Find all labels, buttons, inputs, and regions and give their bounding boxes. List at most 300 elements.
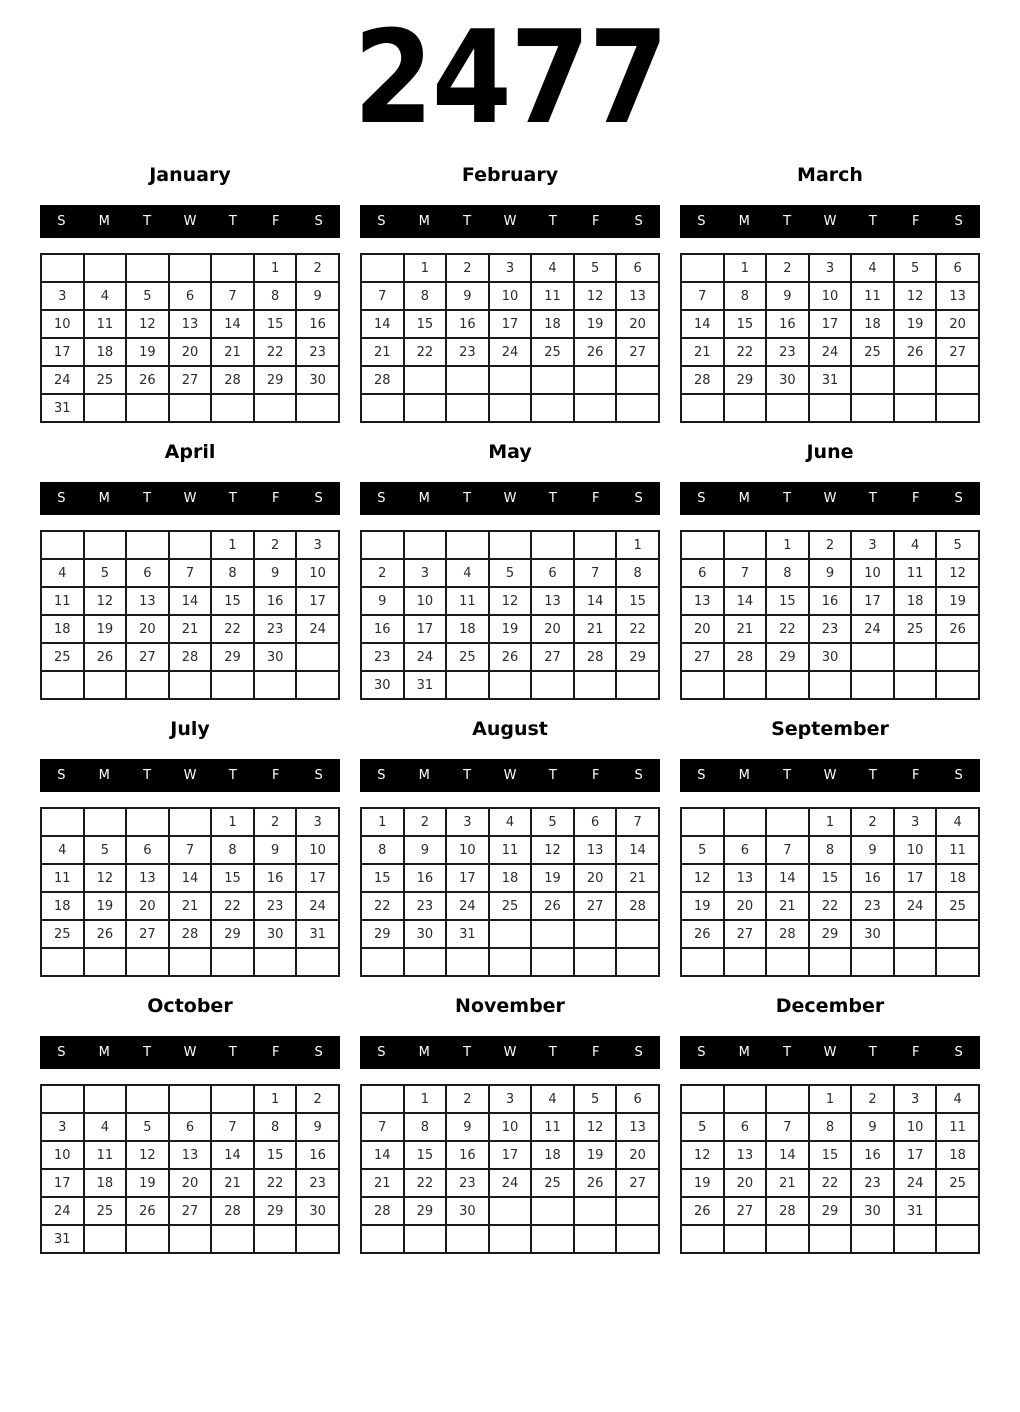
weekday-label: T	[463, 1045, 472, 1060]
day-cell: 4	[531, 254, 574, 282]
day-cell	[894, 920, 937, 948]
day-cell: 20	[616, 1141, 659, 1169]
day-cell: 26	[574, 1169, 617, 1197]
day-cell: 25	[936, 892, 979, 920]
day-cell: 8	[404, 282, 447, 310]
day-cell: 24	[404, 643, 447, 671]
weekday-label: S	[954, 214, 963, 229]
day-cell	[446, 671, 489, 699]
day-cell: 28	[211, 1197, 254, 1225]
day-cell: 31	[41, 394, 84, 422]
week-row	[41, 1225, 339, 1253]
day-cell	[489, 948, 532, 976]
weekday-label: S	[634, 214, 643, 229]
day-cell: 15	[404, 1141, 447, 1169]
day-cell	[84, 1225, 127, 1253]
day-cell: 21	[724, 615, 767, 643]
day-cell	[531, 948, 574, 976]
week-row	[681, 836, 979, 864]
day-cell: 20	[724, 1169, 767, 1197]
week-row	[681, 559, 979, 587]
day-cell: 28	[169, 920, 212, 948]
day-cell	[574, 920, 617, 948]
day-cell: 29	[211, 920, 254, 948]
day-cell: 16	[404, 864, 447, 892]
day-cell: 17	[404, 615, 447, 643]
day-cell: 18	[851, 310, 894, 338]
week-row	[681, 531, 979, 559]
weekday-label: T	[228, 214, 237, 229]
day-cell: 28	[211, 366, 254, 394]
day-cell: 22	[404, 338, 447, 366]
day-cell: 8	[724, 282, 767, 310]
week-row	[361, 671, 659, 699]
day-cell: 12	[936, 559, 979, 587]
day-cell	[169, 1225, 212, 1253]
day-cell: 10	[489, 282, 532, 310]
week-row	[361, 643, 659, 671]
weekday-label: T	[548, 214, 557, 229]
day-cell	[936, 1225, 979, 1253]
day-cell	[489, 366, 532, 394]
day-cell	[126, 1225, 169, 1253]
day-cell: 28	[681, 366, 724, 394]
day-cell: 5	[574, 1085, 617, 1113]
day-cell: 3	[446, 808, 489, 836]
day-cell	[574, 366, 617, 394]
day-cell	[851, 366, 894, 394]
day-cell: 7	[169, 559, 212, 587]
day-cell	[169, 808, 212, 836]
day-cell: 6	[616, 254, 659, 282]
day-cell: 2	[851, 808, 894, 836]
day-cell: 8	[211, 836, 254, 864]
weekday-label: T	[783, 768, 792, 783]
day-cell: 26	[126, 1197, 169, 1225]
weekday-label: W	[823, 768, 837, 783]
day-cell: 28	[361, 1197, 404, 1225]
day-cell: 10	[296, 836, 339, 864]
weekday-label: T	[868, 1045, 877, 1060]
day-cell: 30	[361, 671, 404, 699]
day-cell: 20	[126, 892, 169, 920]
weekday-label: M	[738, 491, 750, 506]
day-cell	[616, 920, 659, 948]
month-day-grid	[360, 253, 660, 423]
day-cell: 10	[894, 1113, 937, 1141]
week-row	[41, 615, 339, 643]
day-cell: 4	[936, 808, 979, 836]
day-cell: 18	[936, 864, 979, 892]
day-cell: 27	[531, 643, 574, 671]
day-cell	[296, 394, 339, 422]
week-row	[681, 643, 979, 671]
day-cell	[404, 394, 447, 422]
day-cell	[766, 808, 809, 836]
day-cell: 8	[211, 559, 254, 587]
weekday-label: S	[377, 768, 386, 783]
month-title: May	[488, 441, 532, 463]
day-cell: 3	[489, 1085, 532, 1113]
day-cell: 29	[254, 1197, 297, 1225]
weekday-label: T	[143, 491, 152, 506]
weekday-label: T	[228, 768, 237, 783]
day-cell: 4	[851, 254, 894, 282]
day-cell: 9	[254, 559, 297, 587]
day-cell: 19	[681, 1169, 724, 1197]
day-cell: 23	[254, 615, 297, 643]
day-cell: 6	[169, 282, 212, 310]
day-cell: 22	[809, 892, 852, 920]
day-cell: 9	[809, 559, 852, 587]
day-cell: 25	[851, 338, 894, 366]
day-cell: 4	[446, 559, 489, 587]
weekday-header-bar	[40, 759, 340, 792]
day-cell: 9	[446, 282, 489, 310]
day-cell: 9	[296, 282, 339, 310]
day-cell: 25	[84, 1197, 127, 1225]
week-row	[41, 1169, 339, 1197]
day-cell: 3	[894, 1085, 937, 1113]
day-cell	[809, 948, 852, 976]
week-row	[41, 282, 339, 310]
day-cell	[84, 394, 127, 422]
day-cell: 14	[724, 587, 767, 615]
day-cell: 21	[766, 1169, 809, 1197]
day-cell	[254, 671, 297, 699]
day-cell	[489, 1225, 532, 1253]
day-cell	[936, 1197, 979, 1225]
weekday-label: F	[591, 768, 600, 783]
day-cell	[211, 254, 254, 282]
day-cell: 16	[766, 310, 809, 338]
week-row	[361, 1169, 659, 1197]
day-cell: 1	[766, 531, 809, 559]
day-cell: 16	[361, 615, 404, 643]
week-row	[41, 836, 339, 864]
day-cell: 11	[41, 864, 84, 892]
day-cell: 4	[41, 559, 84, 587]
month-block	[360, 716, 660, 977]
day-cell: 2	[446, 254, 489, 282]
day-cell: 1	[254, 1085, 297, 1113]
day-cell: 12	[489, 587, 532, 615]
day-cell: 17	[41, 1169, 84, 1197]
month-title: June	[806, 441, 854, 463]
day-cell: 5	[84, 559, 127, 587]
day-cell	[361, 1085, 404, 1113]
month-title: October	[147, 995, 233, 1017]
day-cell: 7	[574, 559, 617, 587]
weekday-header-bar	[680, 205, 980, 238]
day-cell: 22	[211, 615, 254, 643]
day-cell: 27	[681, 643, 724, 671]
day-cell: 28	[574, 643, 617, 671]
day-cell: 13	[724, 864, 767, 892]
day-cell: 9	[851, 1113, 894, 1141]
day-cell	[531, 394, 574, 422]
weekday-label: F	[911, 768, 920, 783]
day-cell: 29	[616, 643, 659, 671]
day-cell: 2	[851, 1085, 894, 1113]
day-cell: 3	[851, 531, 894, 559]
day-cell	[404, 366, 447, 394]
day-cell: 1	[361, 808, 404, 836]
day-cell: 2	[296, 1085, 339, 1113]
day-cell: 11	[489, 836, 532, 864]
week-row	[361, 808, 659, 836]
day-cell: 5	[489, 559, 532, 587]
day-cell: 17	[894, 1141, 937, 1169]
day-cell: 29	[809, 1197, 852, 1225]
day-cell: 25	[531, 1169, 574, 1197]
year-title	[0, 4, 1020, 153]
day-cell: 14	[211, 1141, 254, 1169]
day-cell: 7	[361, 1113, 404, 1141]
day-cell	[126, 671, 169, 699]
day-cell: 26	[894, 338, 937, 366]
day-cell: 24	[41, 366, 84, 394]
week-row	[361, 394, 659, 422]
month-title: December	[775, 995, 885, 1017]
weekday-label: M	[738, 768, 750, 783]
day-cell	[724, 1085, 767, 1113]
day-cell: 27	[126, 643, 169, 671]
day-cell	[84, 254, 127, 282]
day-cell: 4	[41, 836, 84, 864]
day-cell: 1	[254, 254, 297, 282]
day-cell: 31	[809, 366, 852, 394]
day-cell	[296, 643, 339, 671]
month-day-grid	[40, 1084, 340, 1254]
day-cell: 14	[169, 587, 212, 615]
day-cell	[531, 1197, 574, 1225]
day-cell	[616, 1197, 659, 1225]
day-cell: 29	[809, 920, 852, 948]
day-cell: 23	[766, 338, 809, 366]
day-cell: 3	[41, 282, 84, 310]
month-day-grid	[40, 530, 340, 700]
week-row	[41, 1085, 339, 1113]
day-cell	[766, 394, 809, 422]
weekday-label: T	[868, 768, 877, 783]
day-cell: 9	[254, 836, 297, 864]
day-cell: 18	[446, 615, 489, 643]
day-cell: 18	[41, 892, 84, 920]
day-cell: 5	[531, 808, 574, 836]
day-cell	[894, 643, 937, 671]
week-row	[41, 366, 339, 394]
day-cell	[681, 808, 724, 836]
day-cell	[681, 948, 724, 976]
day-cell: 20	[616, 310, 659, 338]
weekday-label: F	[911, 214, 920, 229]
day-cell: 15	[724, 310, 767, 338]
day-cell: 27	[169, 366, 212, 394]
day-cell: 18	[936, 1141, 979, 1169]
day-cell: 15	[361, 864, 404, 892]
day-cell	[616, 948, 659, 976]
weekday-label: M	[418, 1045, 430, 1060]
week-row	[681, 808, 979, 836]
day-cell: 5	[574, 254, 617, 282]
week-row	[41, 948, 339, 976]
day-cell: 8	[809, 836, 852, 864]
day-cell	[169, 671, 212, 699]
day-cell: 1	[724, 254, 767, 282]
week-row	[361, 864, 659, 892]
day-cell: 30	[851, 920, 894, 948]
month-block	[40, 439, 340, 700]
day-cell: 18	[84, 338, 127, 366]
weekday-label: M	[738, 214, 750, 229]
day-cell: 25	[936, 1169, 979, 1197]
weekday-header-bar	[680, 759, 980, 792]
day-cell: 12	[681, 864, 724, 892]
day-cell: 10	[296, 559, 339, 587]
day-cell: 14	[574, 587, 617, 615]
day-cell	[616, 671, 659, 699]
day-cell: 20	[936, 310, 979, 338]
week-row	[361, 338, 659, 366]
week-row	[41, 808, 339, 836]
day-cell: 11	[936, 836, 979, 864]
day-cell	[211, 394, 254, 422]
day-cell: 27	[616, 338, 659, 366]
weekday-label: S	[697, 768, 706, 783]
day-cell: 18	[489, 864, 532, 892]
day-cell	[894, 948, 937, 976]
day-cell: 19	[531, 864, 574, 892]
weekday-label: M	[418, 768, 430, 783]
month-day-grid	[40, 807, 340, 977]
day-cell: 26	[84, 920, 127, 948]
week-row	[681, 1169, 979, 1197]
day-cell: 11	[531, 282, 574, 310]
weekday-label: T	[548, 491, 557, 506]
month-day-grid	[360, 1084, 660, 1254]
weekday-label: S	[954, 1045, 963, 1060]
day-cell	[724, 808, 767, 836]
month-block	[360, 162, 660, 423]
day-cell: 22	[211, 892, 254, 920]
day-cell	[489, 531, 532, 559]
day-cell	[84, 948, 127, 976]
day-cell: 23	[809, 615, 852, 643]
day-cell: 5	[84, 836, 127, 864]
day-cell: 21	[574, 615, 617, 643]
day-cell: 15	[211, 587, 254, 615]
day-cell: 24	[489, 338, 532, 366]
day-cell	[404, 1225, 447, 1253]
day-cell: 17	[894, 864, 937, 892]
day-cell: 24	[296, 615, 339, 643]
day-cell: 2	[296, 254, 339, 282]
day-cell: 2	[404, 808, 447, 836]
day-cell	[361, 1225, 404, 1253]
day-cell: 28	[169, 643, 212, 671]
day-cell: 23	[851, 892, 894, 920]
weekday-label: W	[183, 768, 197, 783]
day-cell: 9	[361, 587, 404, 615]
week-row	[361, 836, 659, 864]
month-block	[360, 993, 660, 1254]
day-cell	[84, 1085, 127, 1113]
day-cell: 13	[681, 587, 724, 615]
day-cell: 22	[766, 615, 809, 643]
day-cell: 11	[851, 282, 894, 310]
day-cell: 28	[361, 366, 404, 394]
day-cell: 19	[489, 615, 532, 643]
day-cell: 6	[169, 1113, 212, 1141]
day-cell: 30	[404, 920, 447, 948]
day-cell: 5	[681, 836, 724, 864]
week-row	[681, 394, 979, 422]
day-cell: 11	[446, 587, 489, 615]
day-cell: 8	[361, 836, 404, 864]
day-cell: 6	[126, 559, 169, 587]
weekday-label: S	[634, 1045, 643, 1060]
day-cell	[489, 394, 532, 422]
day-cell: 17	[446, 864, 489, 892]
day-cell: 24	[809, 338, 852, 366]
weekday-label: M	[98, 768, 110, 783]
day-cell	[361, 531, 404, 559]
week-row	[681, 1141, 979, 1169]
day-cell: 14	[766, 1141, 809, 1169]
day-cell: 3	[404, 559, 447, 587]
day-cell: 5	[126, 1113, 169, 1141]
weekday-header-bar	[40, 205, 340, 238]
day-cell: 6	[126, 836, 169, 864]
day-cell: 3	[41, 1113, 84, 1141]
weekday-label: T	[143, 768, 152, 783]
weekday-label: T	[548, 768, 557, 783]
weekday-label: S	[57, 491, 66, 506]
day-cell: 24	[894, 892, 937, 920]
year-title-text: 2477	[353, 4, 667, 153]
week-row	[41, 864, 339, 892]
week-row	[681, 1197, 979, 1225]
day-cell: 20	[169, 338, 212, 366]
day-cell	[211, 671, 254, 699]
day-cell	[851, 1225, 894, 1253]
weekday-label: W	[183, 491, 197, 506]
day-cell	[809, 1225, 852, 1253]
day-cell: 29	[766, 643, 809, 671]
day-cell: 14	[361, 310, 404, 338]
day-cell	[41, 671, 84, 699]
week-row	[681, 338, 979, 366]
day-cell	[446, 366, 489, 394]
month-block	[40, 162, 340, 423]
day-cell: 21	[211, 1169, 254, 1197]
day-cell: 27	[616, 1169, 659, 1197]
weekday-label: M	[738, 1045, 750, 1060]
weekday-label: F	[911, 491, 920, 506]
day-cell: 19	[84, 892, 127, 920]
day-cell: 30	[254, 643, 297, 671]
day-cell: 3	[296, 808, 339, 836]
day-cell	[254, 948, 297, 976]
day-cell: 16	[296, 310, 339, 338]
day-cell	[894, 671, 937, 699]
day-cell	[41, 1085, 84, 1113]
week-row	[361, 1141, 659, 1169]
day-cell: 13	[616, 282, 659, 310]
day-cell: 14	[361, 1141, 404, 1169]
day-cell	[574, 531, 617, 559]
